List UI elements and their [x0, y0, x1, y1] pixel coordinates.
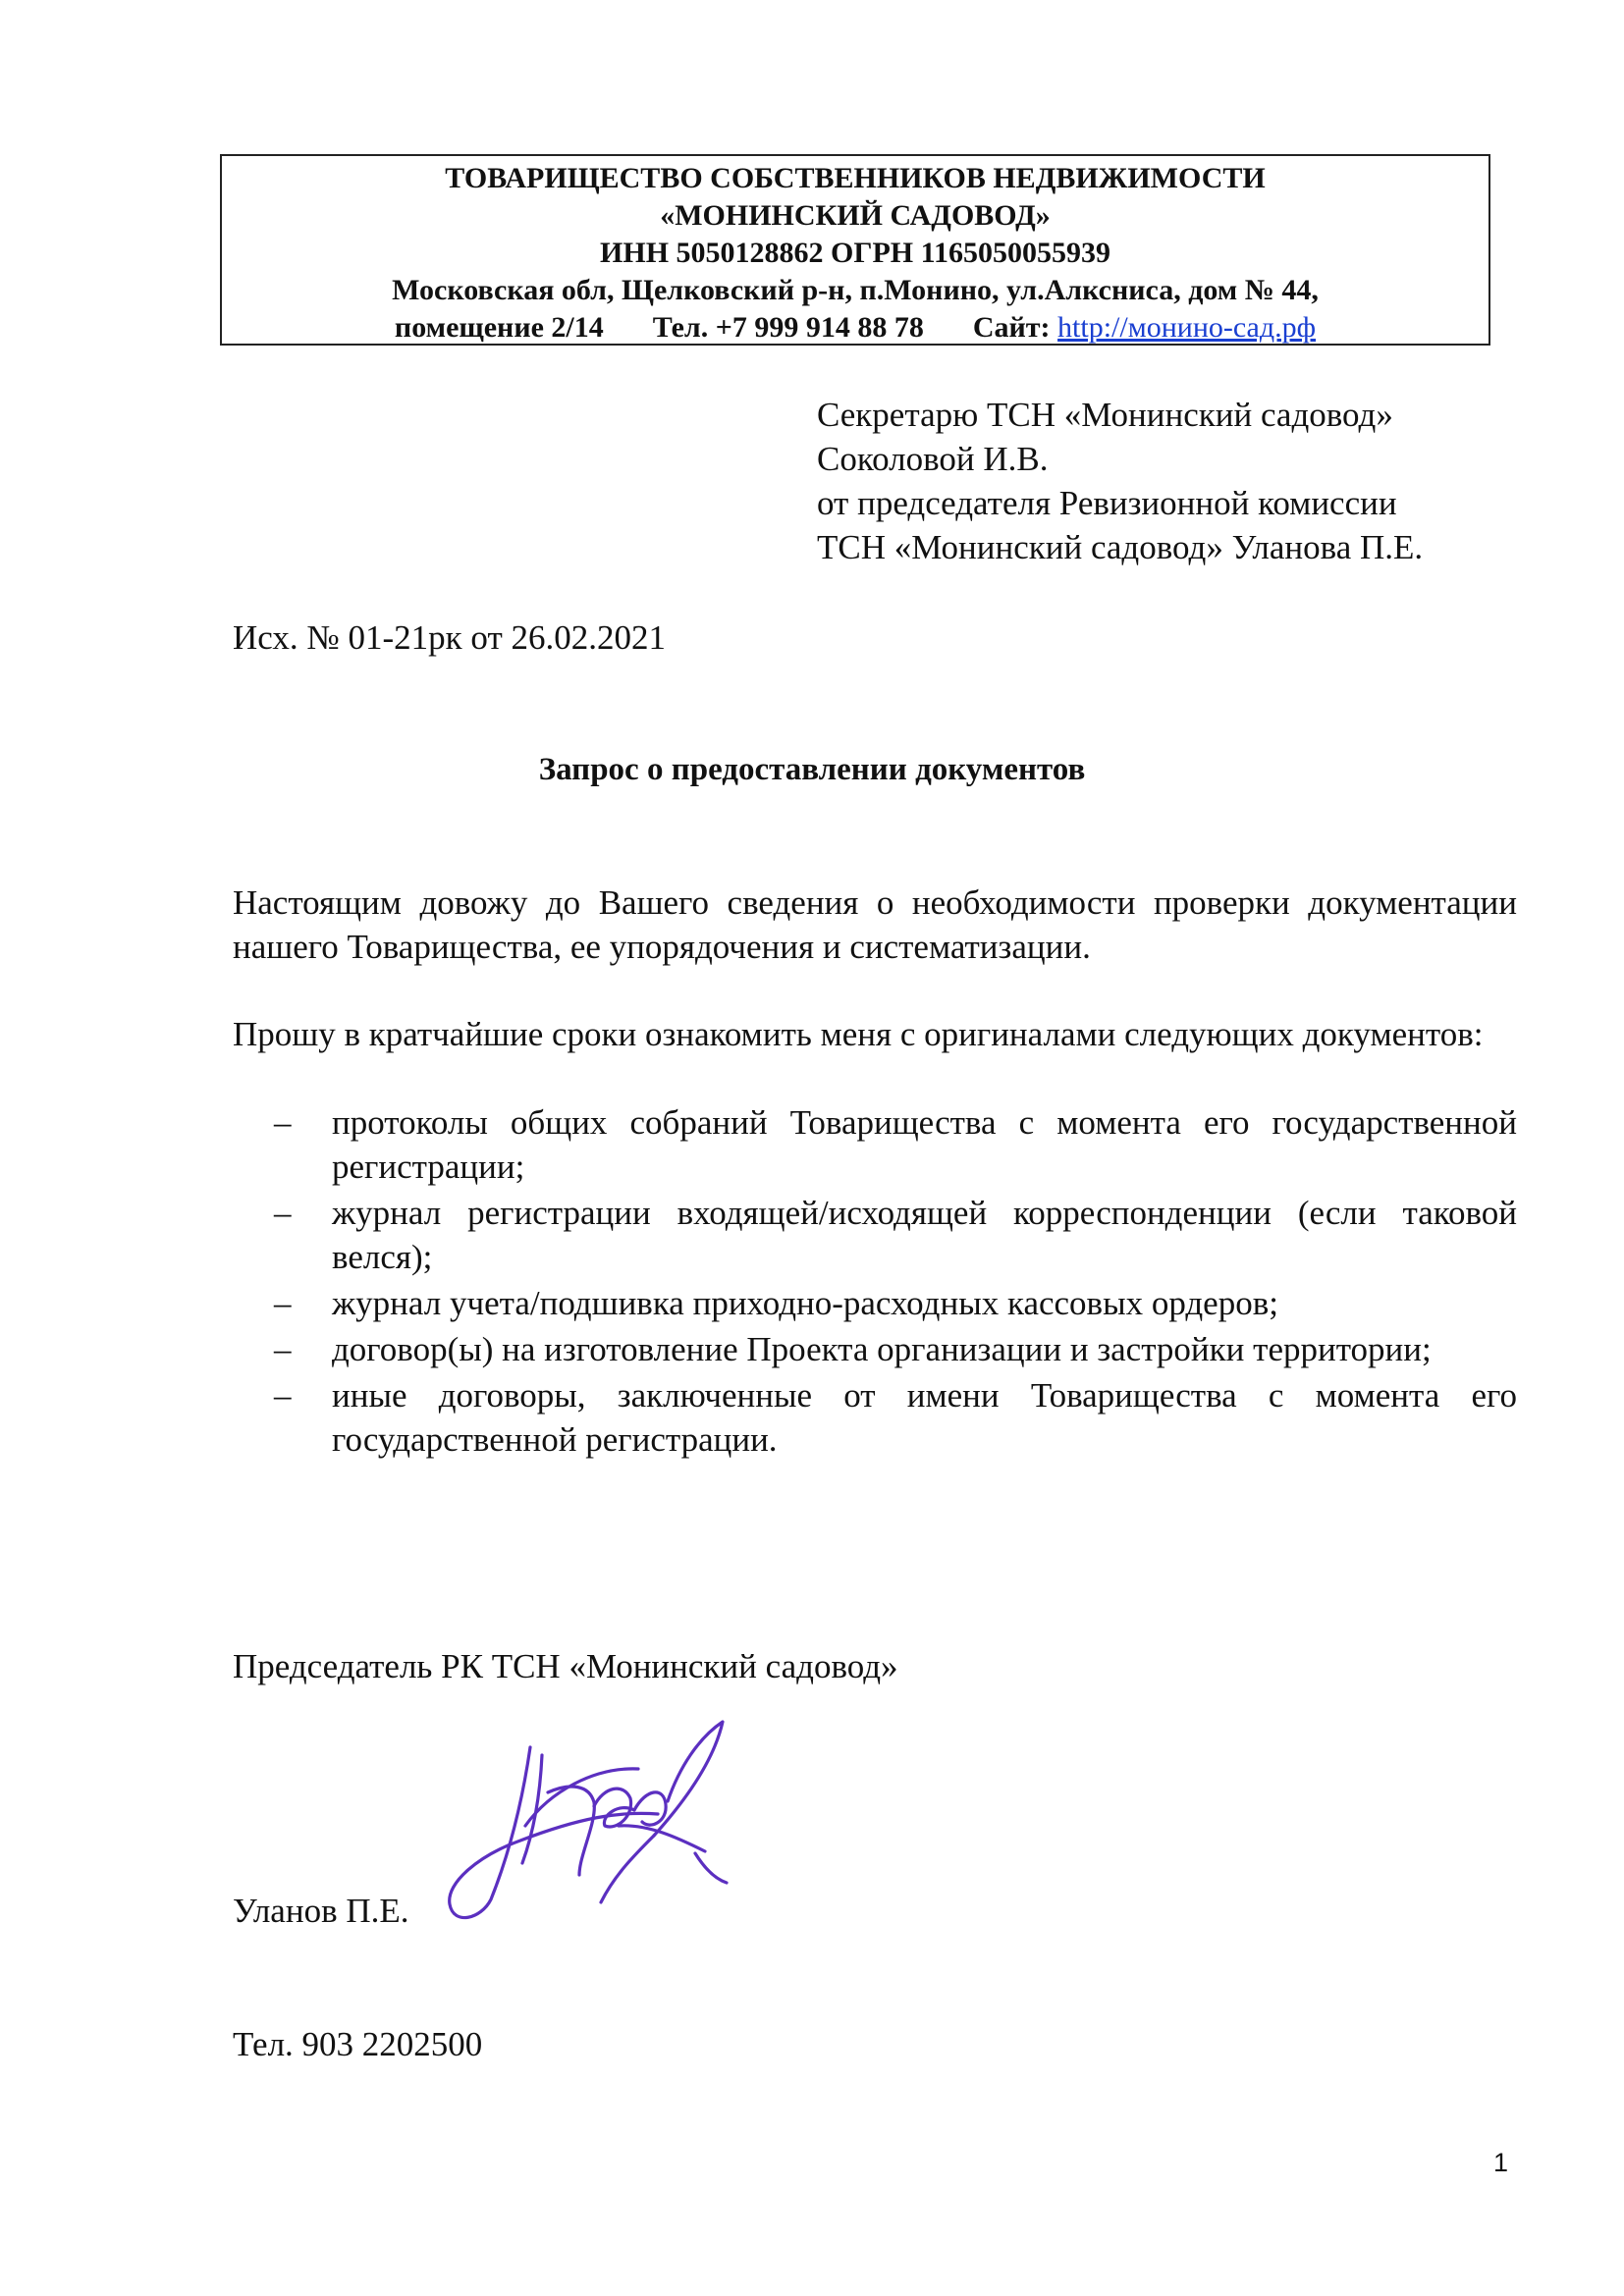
list-item [233, 1191, 1517, 1279]
outgoing-reference: Исх. № 01-21рк от 26.02.2021 [233, 618, 666, 657]
letterhead-address: Московская обл, Щелковский р-н, п.Монино, ул.Алксниса, дом № 44, [392, 274, 1319, 306]
letterhead-phone: Тел. +7 999 914 88 78 [652, 311, 924, 344]
page-number: 1 [1493, 2148, 1509, 2177]
list-item-text: договор(ы) на изготовление Проекта организации и застройки территории; [332, 1330, 1432, 1368]
closing-title: Председатель РК ТСН «Монинский садовод» [233, 1647, 898, 1685]
list-item-text: иные договоры, заключенные от имени Товарищества с момента его государственной регистрации. [332, 1376, 1517, 1459]
signer-name: Уланов П.Е. [233, 1892, 409, 1930]
list-item [233, 1373, 1517, 1462]
list-item [233, 1281, 1517, 1325]
list-dash: – [274, 1194, 292, 1232]
letterhead-site-label: Сайт: [972, 311, 1051, 344]
list-dash: – [274, 1376, 292, 1415]
list-dash: – [274, 1330, 292, 1368]
list-dash: – [274, 1284, 292, 1322]
addressee-line: от председателя Ревизионной комиссии [817, 484, 1397, 522]
addressee-line: ТСН «Монинский садовод» Уланова П.Е. [817, 528, 1424, 566]
signature-icon [432, 1708, 785, 1934]
signer-phone: Тел. 903 2202500 [233, 2025, 483, 2063]
letterhead-site-link[interactable]: http://монино-сад.рф [1057, 311, 1317, 344]
addressee-line: Соколовой И.В. [817, 440, 1049, 478]
letterhead-org-name: «МОНИНСКИЙ САДОВОД» [660, 199, 1051, 232]
body-paragraph: Настоящим довожу до Вашего сведения о необходимости проверки документации нашего Товарищества, ее упорядочения и систематизации. [233, 883, 1517, 966]
list-item-text: журнал учета/подшивка приходно-расходных кассовых ордеров; [332, 1284, 1278, 1322]
list-item-text: протоколы общих собраний Товарищества с момента его государственной регистрации; [332, 1103, 1517, 1186]
list-item [233, 1327, 1517, 1371]
document-title: Запрос о предоставлении документов [538, 752, 1086, 787]
list-item-text: журнал регистрации входящей/исходящей корреспонденции (если таковой велся); [332, 1194, 1517, 1276]
addressee-block [817, 393, 1423, 569]
addressee-line: Секретарю ТСН «Монинский садовод» [817, 396, 1393, 434]
letterhead-tax-ids: ИНН 5050128862 ОГРН 1165050055939 [600, 237, 1110, 269]
body-paragraph: Прошу в кратчайшие сроки ознакомить меня с оригиналами следующих документов: [233, 1015, 1484, 1053]
list-dash: – [274, 1103, 292, 1142]
letterhead-premises: помещение 2/14 [394, 311, 604, 344]
list-item [233, 1100, 1517, 1189]
letterhead-box [220, 154, 1490, 346]
letterhead-contacts [222, 309, 1489, 347]
letterhead-org-type: ТОВАРИЩЕСТВО СОБСТВЕННИКОВ НЕДВИЖИМОСТИ [445, 162, 1266, 194]
requested-documents-list [233, 1100, 1517, 1464]
